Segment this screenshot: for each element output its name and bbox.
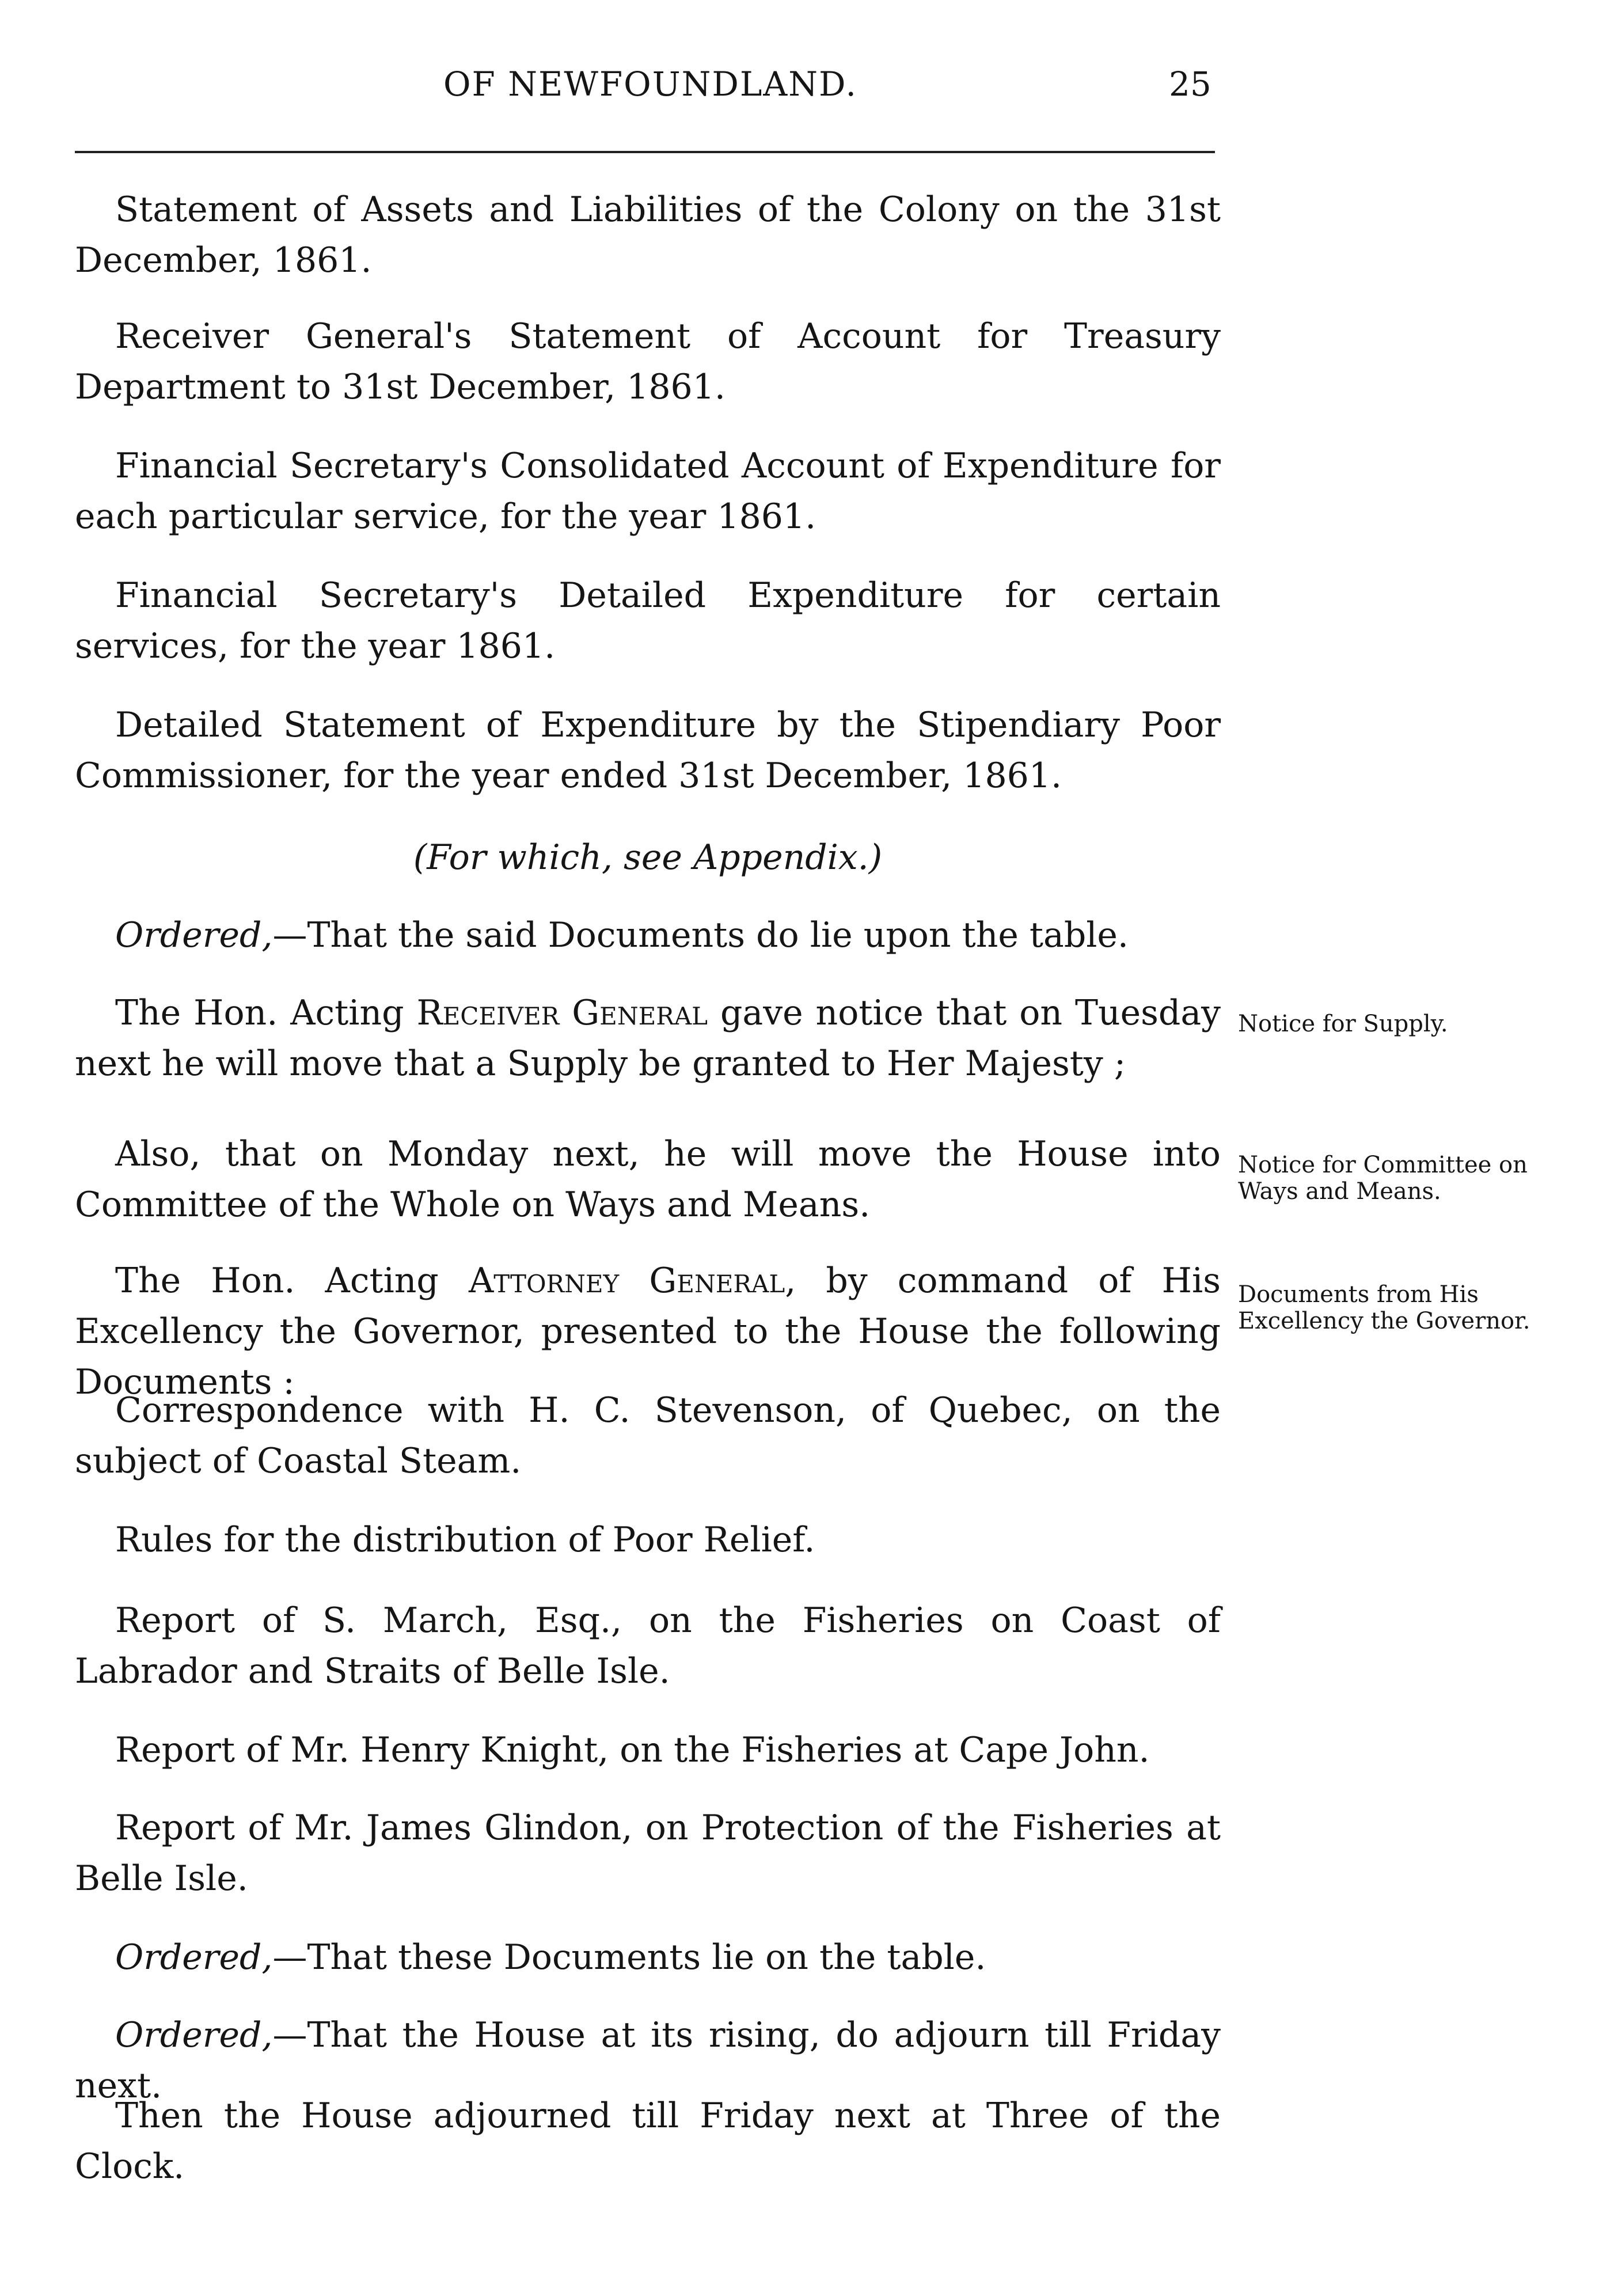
page-number: 25 <box>1169 64 1211 104</box>
paragraph-ordered-documents <box>75 1932 1221 1983</box>
paragraph-knight-report <box>75 1725 1221 1775</box>
margin-note-supply <box>1238 1011 1595 1037</box>
header-rule <box>75 151 1215 153</box>
paragraph-text: Rules for the distribution of Poor Relief. <box>115 1520 815 1560</box>
paragraph-text: Correspondence with H. C. Stevenson, of Quebec, on the subject of Coastal Steam. <box>75 1390 1221 1481</box>
paragraph-consolidated-account <box>75 441 1221 542</box>
margin-note-text: Notice for Supply. <box>1238 1011 1448 1037</box>
margin-note-text: Notice for Committee on Ways and Means. <box>1238 1152 1528 1205</box>
running-header <box>0 64 1618 116</box>
paragraph-receiver-general-statement <box>75 311 1221 412</box>
paragraph-text: Report of Mr. James Glindon, on Protection of the Fisheries at Belle Isle. <box>75 1808 1221 1899</box>
paragraph-march-report <box>75 1595 1221 1697</box>
paragraph-text: Detailed Statement of Expenditure by the Stipendiary Poor Commissioner, for the year ended 31st December, 1861. <box>75 705 1221 796</box>
appendix-reference <box>75 832 1221 883</box>
paragraph-poor-relief-rules <box>75 1515 1221 1565</box>
margin-note-committee <box>1238 1152 1595 1205</box>
appendix-note: (For which, see Appendix.) <box>413 837 883 878</box>
paragraph-text: —That the House at its rising, do adjourn till Friday next. <box>75 2015 1221 2106</box>
ordered-label: Ordered, <box>115 915 273 955</box>
office-name: Attorney General <box>468 1261 785 1301</box>
paragraph-detailed-expenditure <box>75 570 1221 671</box>
paragraph-notice-committee <box>75 1129 1221 1230</box>
ordered-label: Ordered, <box>115 2015 273 2055</box>
paragraph-text: Statement of Assets and Liabilities of the Colony on the 31st December, 1861. <box>75 189 1221 280</box>
paragraph-notice-supply <box>75 988 1221 1089</box>
ordered-label: Ordered, <box>115 1937 273 1978</box>
paragraph-text: Report of S. March, Esq., on the Fisheries on Coast of Labrador and Straits of Belle Isle. <box>75 1600 1221 1691</box>
paragraph-text: Then the House adjourned till Friday next at Three of the Clock. <box>75 2096 1221 2187</box>
paragraph-text: Financial Secretary's Detailed Expenditure for certain services, for the year 1861. <box>75 575 1221 666</box>
paragraph-assets-statement <box>75 184 1221 286</box>
margin-note-documents <box>1238 1281 1595 1334</box>
paragraph-text: Receiver General's Statement of Account for Treasury Department to 31st December, 1861. <box>75 316 1221 407</box>
paragraph-text: —That these Documents lie on the table. <box>272 1937 986 1978</box>
paragraph-glindon-report <box>75 1802 1221 1904</box>
paragraph-text: —That the said Documents do lie upon the table. <box>272 915 1129 955</box>
paragraph-correspondence <box>75 1385 1221 1486</box>
running-title: OF NEWFOUNDLAND. <box>443 64 857 104</box>
paragraph-text: gave notice that on Tuesday next he will move that a Supply be granted to Her Majesty ; <box>75 993 1221 1084</box>
paragraph-adjourned <box>75 2090 1221 2192</box>
paragraph-ordered-table <box>75 910 1221 961</box>
paragraph-poor-commissioner <box>75 700 1221 801</box>
paragraph-text: The Hon. Acting <box>115 993 417 1033</box>
paragraph-text: , by command of His Excellency the Governor, presented to the House the following Documents : <box>75 1261 1221 1402</box>
office-name: Receiver General <box>416 993 708 1033</box>
margin-note-text: Documents from His Excellency the Governor. <box>1238 1281 1530 1334</box>
paragraph-text: Report of Mr. Henry Knight, on the Fisheries at Cape John. <box>115 1730 1150 1770</box>
paragraph-text: The Hon. Acting <box>115 1261 469 1301</box>
paragraph-text: Also, that on Monday next, he will move the House into Committee of the Whole on Ways and Means. <box>75 1134 1221 1225</box>
paragraph-text: Financial Secretary's Consolidated Account of Expenditure for each particular service, for the year 1861. <box>75 446 1221 537</box>
